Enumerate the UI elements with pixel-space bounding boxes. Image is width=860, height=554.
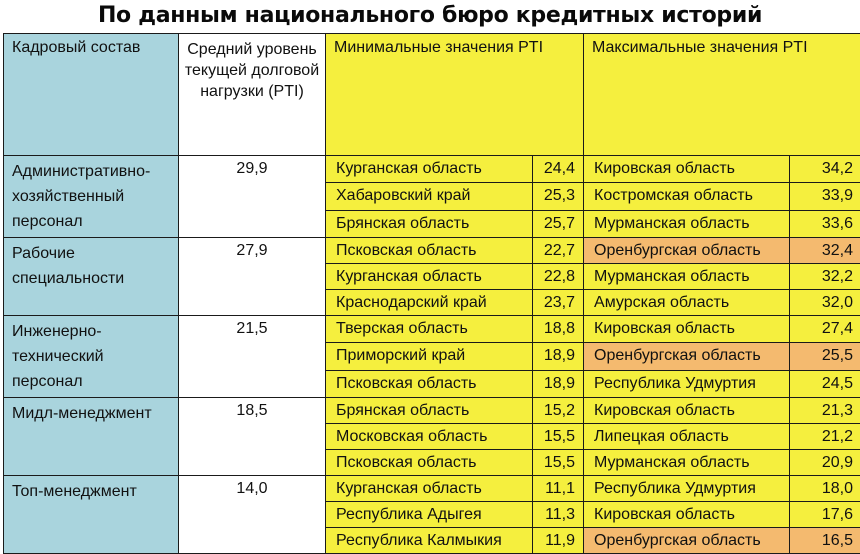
min-region: Краснодарский край [326, 290, 533, 316]
max-region: Мурманская область [584, 450, 790, 476]
max-region: Оренбургская область [584, 528, 790, 554]
max-region: Республика Удмуртия [584, 476, 790, 502]
header-max-pti: Максимальные значения PTI [584, 34, 860, 156]
min-region: Брянская область [326, 398, 533, 424]
max-value: 34,2 [790, 156, 860, 183]
max-value: 32,0 [790, 290, 860, 316]
max-value: 24,5 [790, 370, 860, 397]
staff-category: Рабочие специальности [4, 238, 179, 316]
header-min-pti: Минимальные значения PTI [326, 34, 584, 156]
min-region: Республика Адыгея [326, 502, 533, 528]
min-value: 11,1 [533, 476, 584, 502]
min-value: 24,4 [533, 156, 584, 183]
avg-pti-value: 27,9 [179, 238, 326, 316]
table-row [4, 398, 860, 424]
max-value: 32,2 [790, 264, 860, 290]
max-region: Амурская область [584, 290, 790, 316]
max-region: Республика Удмуртия [584, 370, 790, 397]
max-region: Кировская область [584, 398, 790, 424]
staff-category: Инженерно-технический персонал [4, 316, 179, 398]
max-region: Мурманская область [584, 210, 790, 237]
min-value: 11,3 [533, 502, 584, 528]
table-body [4, 156, 860, 554]
min-value: 25,7 [533, 210, 584, 237]
header-staff: Кадровый состав [4, 34, 179, 156]
max-value: 27,4 [790, 316, 860, 343]
max-value: 25,5 [790, 343, 860, 370]
staff-category: Мидл-менеджмент [4, 398, 179, 476]
min-region: Брянская область [326, 210, 533, 237]
min-value: 23,7 [533, 290, 584, 316]
min-value: 18,9 [533, 343, 584, 370]
max-value: 20,9 [790, 450, 860, 476]
staff-category: Топ-менеджмент [4, 476, 179, 554]
min-value: 18,8 [533, 316, 584, 343]
max-region: Кировская область [584, 502, 790, 528]
max-value: 18,0 [790, 476, 860, 502]
max-region: Кировская область [584, 156, 790, 183]
table-row [4, 156, 860, 183]
max-value: 33,9 [790, 183, 860, 210]
min-region: Псковская область [326, 238, 533, 264]
min-region: Псковская область [326, 450, 533, 476]
min-region: Московская область [326, 424, 533, 450]
min-value: 11,9 [533, 528, 584, 554]
avg-pti-value: 14,0 [179, 476, 326, 554]
header-row [4, 34, 860, 156]
min-value: 18,9 [533, 370, 584, 397]
max-region: Мурманская область [584, 264, 790, 290]
avg-pti-value: 21,5 [179, 316, 326, 398]
header-avg-pti: Средний уровень текущей долговой нагрузки (PTI) [179, 34, 326, 156]
min-value: 25,3 [533, 183, 584, 210]
page-title: По данным национального бюро кредитных историй [0, 0, 860, 32]
max-value: 33,6 [790, 210, 860, 237]
table-row [4, 476, 860, 502]
min-value: 22,7 [533, 238, 584, 264]
pti-table [3, 33, 860, 554]
max-region: Оренбургская область [584, 343, 790, 370]
min-region: Хабаровский край [326, 183, 533, 210]
max-value: 17,6 [790, 502, 860, 528]
max-region: Липецкая область [584, 424, 790, 450]
max-value: 21,3 [790, 398, 860, 424]
min-region: Тверская область [326, 316, 533, 343]
max-region: Кировская область [584, 316, 790, 343]
max-region: Оренбургская область [584, 238, 790, 264]
max-value: 16,5 [790, 528, 860, 554]
min-value: 15,2 [533, 398, 584, 424]
min-region: Псковская область [326, 370, 533, 397]
min-value: 22,8 [533, 264, 584, 290]
staff-category: Административно-хозяйственный персонал [4, 156, 179, 238]
table-row [4, 316, 860, 343]
avg-pti-value: 29,9 [179, 156, 326, 238]
min-value: 15,5 [533, 424, 584, 450]
table-row [4, 238, 860, 264]
max-value: 32,4 [790, 238, 860, 264]
min-region: Курганская область [326, 264, 533, 290]
avg-pti-value: 18,5 [179, 398, 326, 476]
min-region: Курганская область [326, 476, 533, 502]
min-value: 15,5 [533, 450, 584, 476]
min-region: Республика Калмыкия [326, 528, 533, 554]
min-region: Приморский край [326, 343, 533, 370]
max-value: 21,2 [790, 424, 860, 450]
min-region: Курганская область [326, 156, 533, 183]
max-region: Костромская область [584, 183, 790, 210]
